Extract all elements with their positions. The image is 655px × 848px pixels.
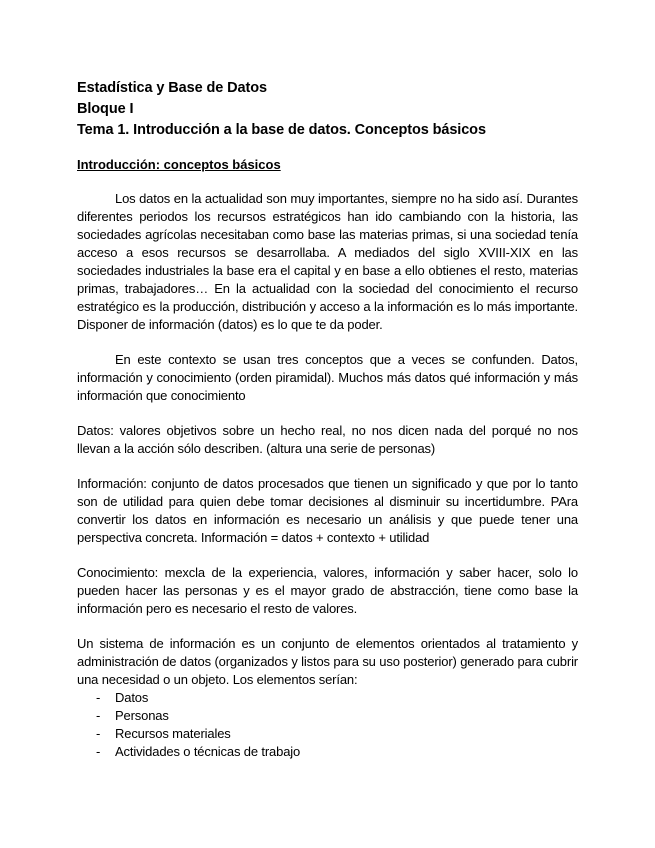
list-item [77, 743, 578, 761]
course-title: Estadística y Base de Datos [77, 80, 267, 96]
elements-list [77, 689, 578, 761]
list-item-text: Recursos materiales [115, 726, 231, 741]
list-bullet: - [96, 744, 101, 759]
list-bullet: - [96, 726, 101, 741]
paragraph-conocimiento: Conocimiento: mexcla de la experiencia, valores, información y saber hacer, solo lo pueden hacer las personas y es el mayor grado de abstracción, tiene como base la información pero es necesario el resto de valores. [77, 565, 578, 616]
document-content [77, 78, 578, 761]
list-item-text: Personas [115, 708, 169, 723]
list-item-text: Datos [115, 690, 149, 705]
paragraph-sistema-informacion: Un sistema de información es un conjunto de elementos orientados al tratamiento y administración de datos (organizados y listos para su uso posterior) generado para cubrir una necesidad o un objeto. Los elementos serían: [77, 636, 578, 687]
list-item [77, 689, 578, 707]
list-bullet: - [96, 708, 101, 723]
paragraph-concepts: En este contexto se usan tres conceptos que a veces se confunden. Datos, información y conocimiento (orden piramidal). Muchos más datos qué información y más información que conocimiento [77, 352, 578, 403]
paragraph-intro: Los datos en la actualidad son muy importantes, siempre no ha sido así. Durantes diferentes periodos los recursos estratégicos han ido cambiando con la historia, las sociedades agrícolas necesitaban como base las materias primas, si una sociedad tenía acceso a esos recursos se desarrollaba. A mediados del siglo XVIII-XIX en las sociedades industriales la base era el capital y en base a ello obtienes el resto, materias primas, trabajadores… En la actualidad con la sociedad del conocimiento el recurso estratégico es la producción, distribución y acceso a la información es lo más importante. Disponer de información (datos) es lo que te da poder. [77, 191, 578, 332]
paragraph-datos: Datos: valores objetivos sobre un hecho real, no nos dicen nada del porqué no nos llevan a la acción sólo describen. (altura una serie de personas) [77, 423, 578, 456]
section-heading: Introducción: conceptos básicos [77, 157, 281, 172]
topic-title: Tema 1. Introducción a la base de datos. Conceptos básicos [77, 122, 486, 138]
list-bullet: - [96, 690, 101, 705]
list-item [77, 725, 578, 743]
list-item [77, 707, 578, 725]
block-title: Bloque I [77, 101, 134, 117]
paragraph-informacion: Información: conjunto de datos procesados que tienen un significado y que por lo tanto son de utilidad para quien debe tomar decisiones al disminuir su incertidumbre. PAra convertir los datos en información es necesario un análisis y que puede tener una perspectiva concreta. Información = datos + contexto + utilidad [77, 476, 578, 545]
list-item-text: Actividades o técnicas de trabajo [115, 744, 301, 759]
